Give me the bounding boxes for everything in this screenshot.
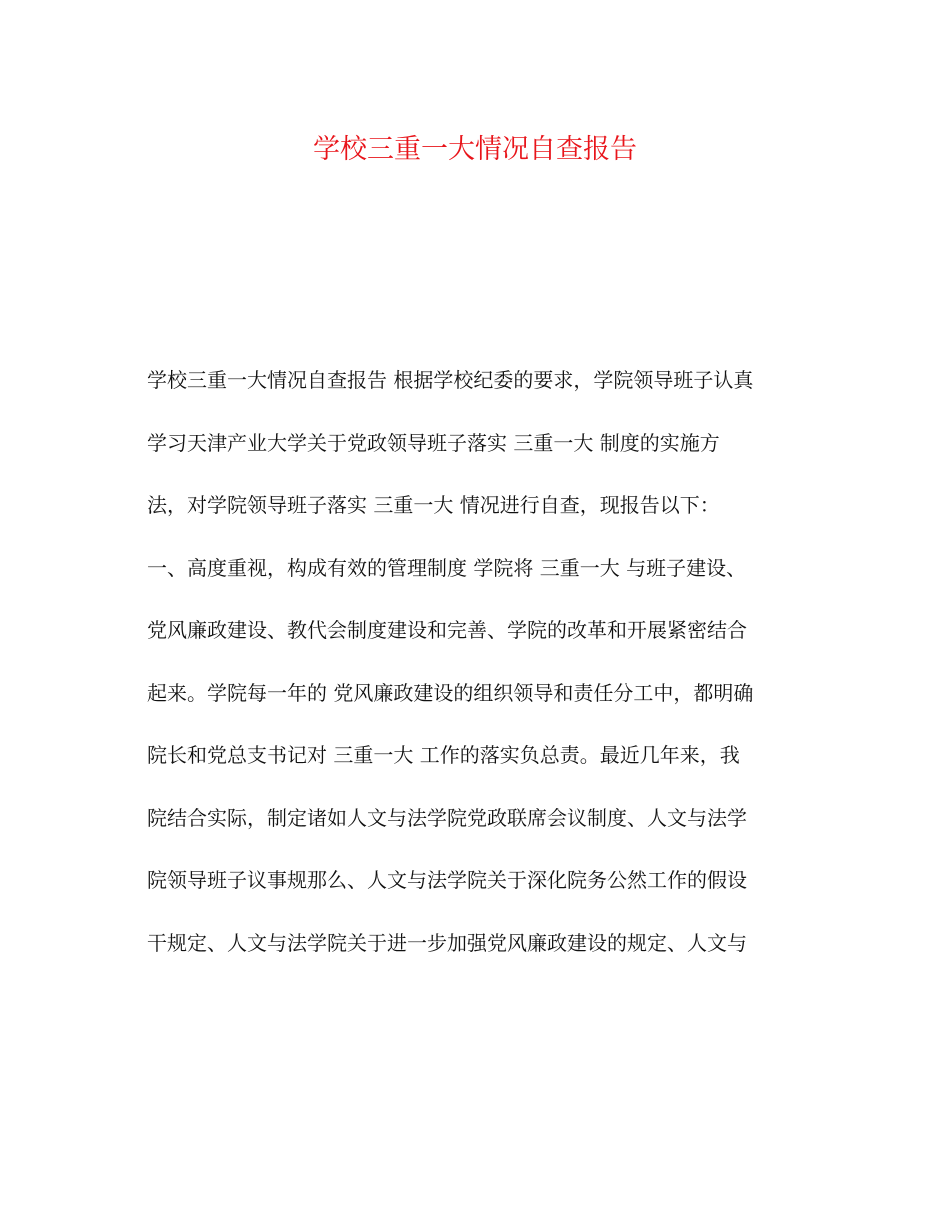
body-line: 院结合实际，制定诸如人文与法学院党政联席会议制度、人文与法学: [147, 805, 747, 830]
body-line: 起来。学院每一年的 党风廉政建设的组织领导和责任分工中，都明确: [147, 680, 754, 705]
body-line: 法，对学院领导班子落实 三重一大 情况进行自查，现报告以下：: [147, 493, 720, 517]
body-line: 院长和党总支书记对 三重一大 工作的落实负总责。最近几年来，我: [147, 743, 740, 767]
body-line: 一、高度重视，构成有效的管理制度 学院将 三重一大 与班子建设、: [147, 555, 747, 580]
document-body: [147, 360, 807, 985]
body-line: 学习天津产业大学关于党政领导班子落实 三重一大 制度的实施方: [147, 430, 720, 455]
body-line: 学校三重一大情况自查报告 根据学校纪委的要求，学院领导班子认真: [147, 368, 754, 392]
body-line: 干规定、人文与法学院关于进一步加强党风廉政建设的规定、人文与: [147, 930, 747, 955]
document-title: 学校三重一大情况自查报告: [313, 134, 637, 165]
body-line: 院领导班子议事规那么、人文与法学院关于深化院务公然工作的假设: [147, 868, 747, 892]
body-line: 党风廉政建设、教代会制度建设和完善、学院的改革和开展紧密结合: [147, 618, 747, 642]
